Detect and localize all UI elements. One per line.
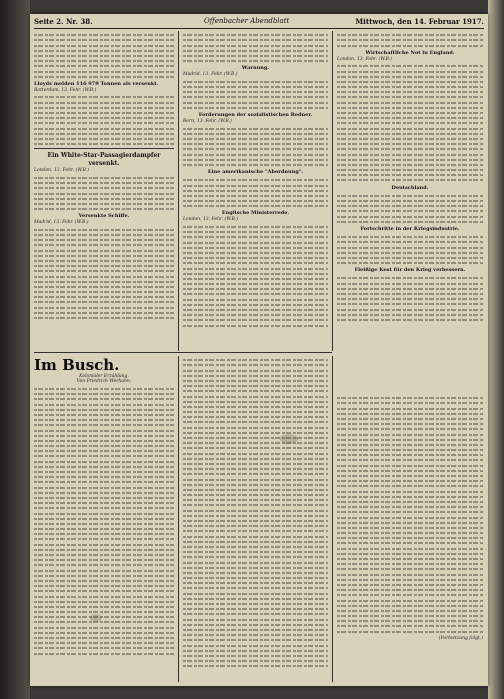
column-rule [178,356,179,682]
newspaper-page [30,14,488,686]
column-2-news [183,31,328,351]
article-lloyds-body [34,96,174,145]
headline-forderungen: Forderungen der sozialistischen Redner. [198,112,313,119]
feuilleton-continued-note: (Fortsetzung folgt.) [438,635,483,641]
page-right-edge [488,0,504,699]
article-deutschland-body [337,195,483,223]
headline-lloyds: Lloyds melden 116 979 Tonnen als versenkt. [34,80,159,87]
dateline-versenkte-schiffe: Madrid, 13. Febr. (W.B.) [34,220,89,226]
feuilleton-column-2 [183,356,328,682]
headline-abordnung: Eine amerikanische "Abordnung". [207,169,304,176]
headline-white-star: Ein White-Star-Passagierdampfer versenkt. [47,152,161,168]
feuilleton-text-3 [337,397,483,632]
dateline-ministerrede: London, 13. Febr. (W.B.) [183,217,238,223]
column-rule [332,31,333,351]
feuilleton-divider [34,352,332,353]
feuilleton-text-2 [183,359,328,667]
headline-versenkte-schiffe: Versenkte Schiffe. [78,213,130,220]
article-forderungen-body [183,128,328,166]
header-page-number: Seite 2. Nr. 38. [34,17,93,26]
column-2-intro-text [183,34,328,62]
article-warnung-body [183,81,328,109]
paper-stain [280,434,298,444]
article-abordnung-body [183,179,328,207]
dateline-warnung: Madrid, 13. Febr. (W.B.) [183,72,238,78]
feuilleton-column-1 [34,356,174,682]
feuilleton-byline: Von Friedrich Werhahn. [76,379,132,385]
feuilleton-title: Im Busch. [34,356,120,374]
feuilleton-text-1 [34,388,174,655]
headline-ministerrede: Englische Ministerrede. [221,210,290,217]
article-versenkte-schiffe-body [34,229,174,319]
headline-warnung: Warnung. [241,65,270,72]
header-masthead: Offenbacher Abendblatt [204,17,290,25]
column-1-intro-text [34,34,174,78]
column-3-news [337,31,483,391]
header-date: Mittwoch, den 14. Februar 1917. [355,17,484,26]
article-ministerrede-body [183,226,328,327]
dateline-forderungen: Bern, 13. Febr. (W.B.) [183,119,232,125]
column-1-news [34,31,174,351]
paper-stain [90,614,102,622]
headline-wirtschaftliche-not: Wirtschaftliche Not in England. [365,49,455,56]
headline-deutschland: Deutschland. [391,184,429,191]
feuilleton-subtitle: Kolonialer Erzählung. [79,374,129,379]
article-kriegsindustrie-body [337,236,483,264]
page-header [34,16,484,29]
column-3-intro-text [337,34,483,46]
column-rule [178,31,179,351]
headline-kost-krieg: Fleißige Kost für den Krieg verbessern. [354,267,466,274]
article-wirtschaftliche-not-body [337,65,483,181]
article-white-star-body [34,177,174,210]
column-rule [332,356,333,682]
book-binding-edge [0,0,30,699]
headline-kriegsindustrie: Fortschritte in der Kriegsindustrie. [360,225,460,232]
article-kost-krieg-body [337,277,483,321]
dateline-wirtschaftliche-not: London, 13. Febr. (W.B.) [337,56,392,62]
dateline-white-star: London, 13. Febr. (W.B.) [34,168,89,174]
feuilleton-column-3 [337,394,483,682]
dateline-lloyds: Rotterdam, 13. Febr. (W.B.) [34,87,97,93]
